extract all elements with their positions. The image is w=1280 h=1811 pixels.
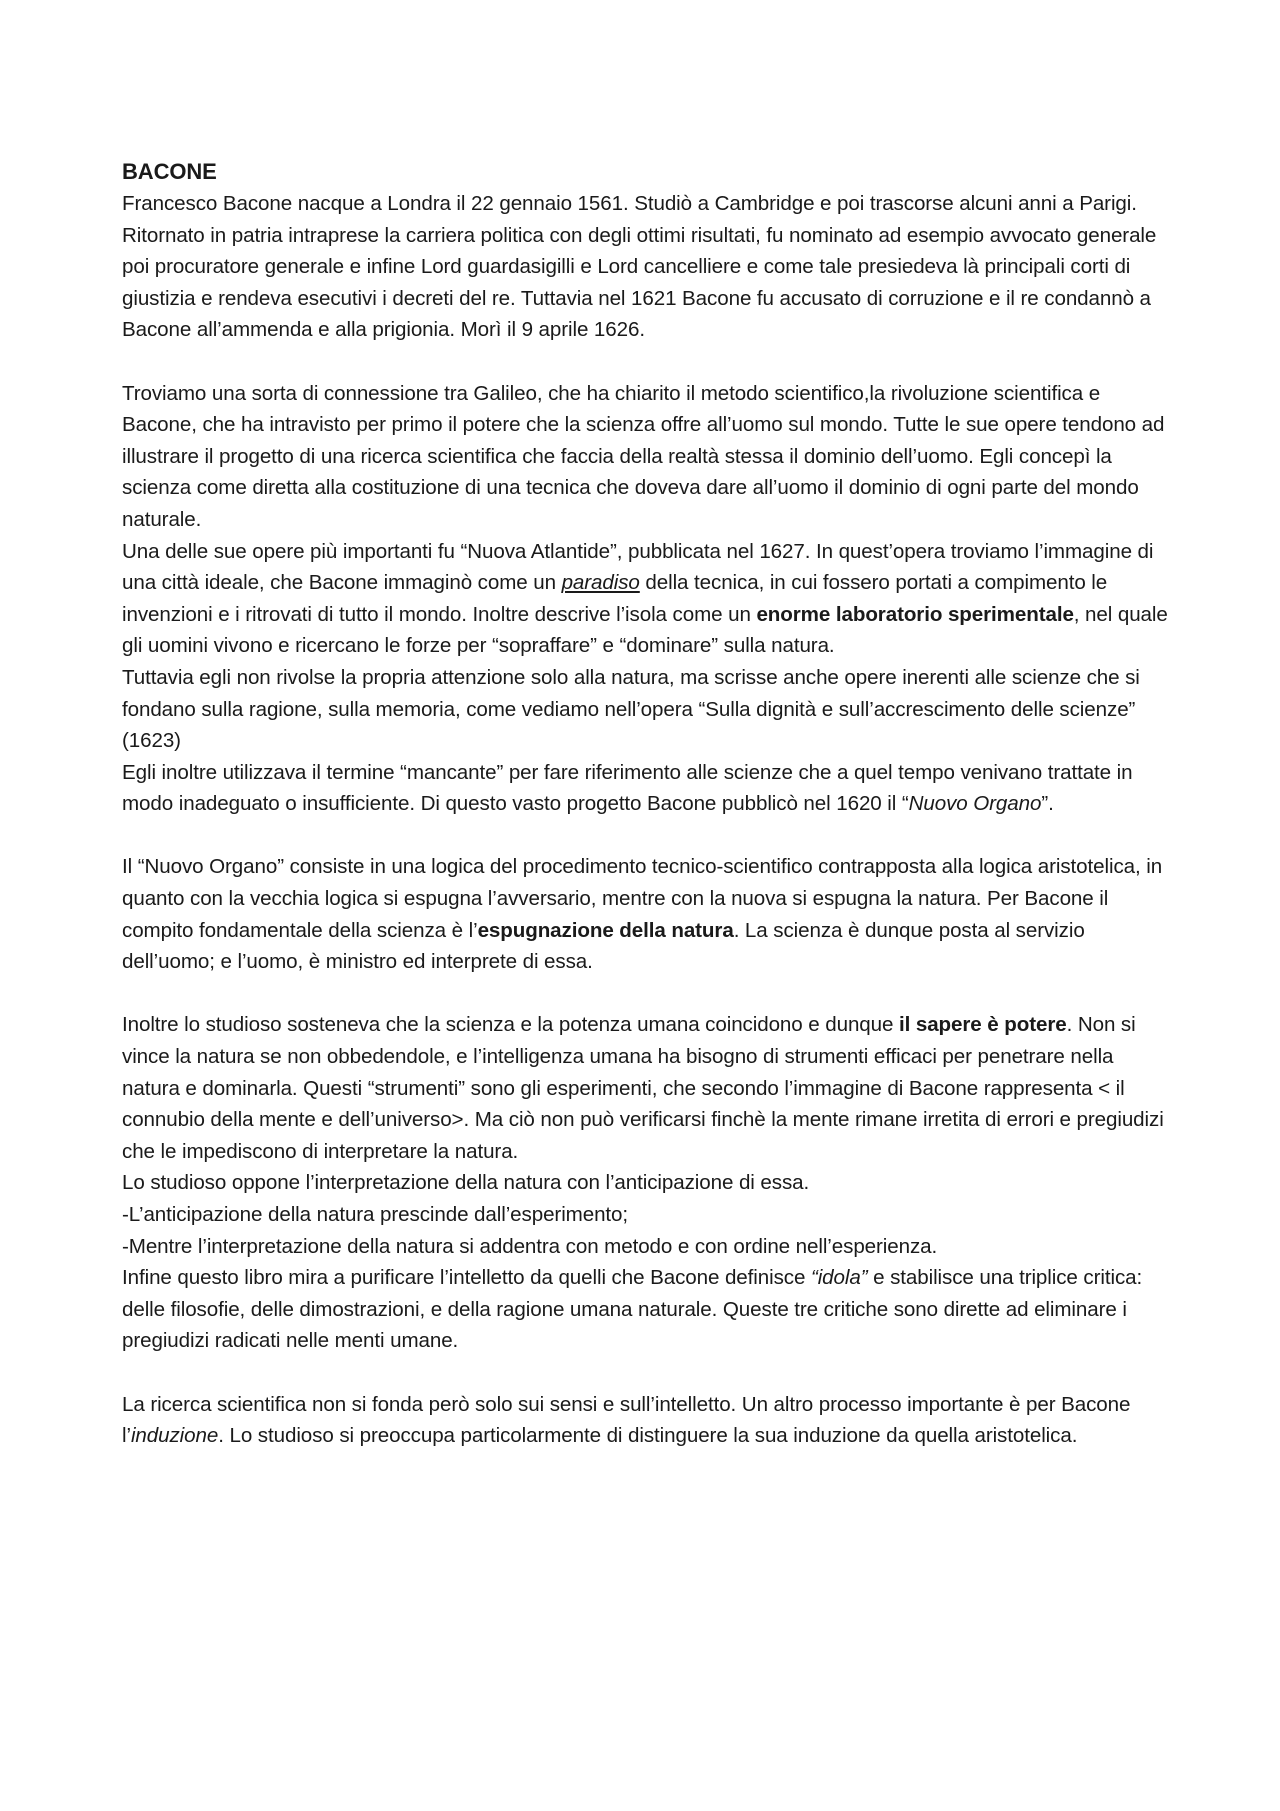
document-title: BACONE: [122, 159, 217, 184]
paragraph-sapere-potere: [122, 1009, 1172, 1167]
emphasis-paradiso: paradiso: [561, 571, 640, 595]
text-span: Inoltre lo studioso sosteneva che la scienza e la potenza umana coincidono e dunque: [122, 1013, 899, 1037]
emphasis-nuovo-organo: Nuovo Organo: [908, 792, 1042, 816]
paragraph-interpretazione: Lo studioso oppone l’interpretazione della natura con l’anticipazione di essa.: [122, 1171, 810, 1195]
paragraph-gap: [122, 820, 1172, 852]
paragraph-induzione: [122, 1389, 1172, 1452]
paragraph-mancante: [122, 757, 1172, 820]
emphasis-espugnazione: espugnazione della natura: [477, 918, 734, 942]
paragraph-gap: [122, 1357, 1172, 1389]
paragraph-idola: [122, 1262, 1172, 1357]
text-span: e stabilisce una triplice critica: delle filosofie, delle dimostrazioni, e della ragione umana naturale. Queste tre critiche sono dirette ad eliminare i pregiudizi radicati nelle menti umane.: [122, 1266, 1143, 1353]
text-span: . Lo studioso si preoccupa particolarmente di distinguere la sua induzione da quella aristotelica.: [218, 1424, 1078, 1448]
paragraph-biography: Francesco Bacone nacque a Londra il 22 gennaio 1561. Studiò a Cambridge e poi trascorse alcuni anni a Parigi. Ritornato in patria intraprese la carriera politica con degli ottimi risultati, fu nominato ad esempio avvocato generale poi procuratore generale e infine Lord guardasigilli e Lord cancelliere e come tale presiedeva là principali corti di giustizia e rendeva esecutivi i decreti del re. Tuttavia nel 1621 Bacone fu accusato di corruzione e il re condannò a Bacone all’ammenda e alla prigionia. Morì il 9 aprile 1626.: [122, 192, 1157, 342]
paragraph-other-works: Tuttavia egli non rivolse la propria attenzione solo alla natura, ma scrisse anche opere inerenti alle scienze che si fondano sulla ragione, sulla memoria, come vediamo nell’opera “Sulla dignità e sull’accrescimento delle scienze” (1623): [122, 665, 1140, 753]
emphasis-sapere-potere: il sapere è potere: [898, 1013, 1067, 1037]
paragraph-anticipazione: -L’anticipazione della natura prescinde dall’esperimento;: [122, 1203, 629, 1226]
text-span: Il “Nuovo Organo” consiste in una logica del procedimento tecnico-scientifico contrapposta alla logica aristotelica, in quanto con la vecchia logica si espugna l’avversario, mentre con la nuova si espugna la natura. Per Bacone il compito fondamentale della scienza è l’: [122, 855, 1163, 942]
text-span: della tecnica, in cui fossero portati a compimento le invenzioni e i ritrovati di tutto il mondo. Inoltre descrive l’isola come un: [122, 571, 1108, 626]
paragraph-galileo-connection: Troviamo una sorta di connessione tra Galileo, che ha chiarito il metodo scientifico,la rivoluzione scientifica e Bacone, che ha intravisto per primo il potere che la scienza offre all’uomo sul mondo. Tutte le sue opere tendono ad illustrare il progetto di una ricerca scientifica che faccia della realtà stessa il dominio dell’uomo. Egli concepì la scienza come diretta alla costituzione di una tecnica che doveva dare all’uomo il dominio di ogni parte del mondo naturale.: [122, 381, 1165, 531]
emphasis-induzione: induzione: [130, 1424, 219, 1448]
text-span: . La scienza è dunque posta al servizio dell’uomo; e l’uomo, è ministro ed interprete di essa.: [122, 918, 1085, 974]
paragraph-gap: [122, 346, 1172, 378]
document-page: [122, 156, 1172, 1452]
paragraph-gap: [122, 978, 1172, 1010]
emphasis-laboratorio: enorme laboratorio sperimentale: [756, 602, 1074, 626]
text-span: , nel quale gli uomini vivono e ricercano le forze per “sopraffare” e “dominare” sulla natura.: [122, 602, 1168, 658]
text-span: . Non si vince la natura se non obbedendole, e l’intelligenza umana ha bisogno di strumenti efficaci per penetrare nella natura e dominarla. Questi “strumenti” sono gli esperimenti, che secondo l’immagine di Bacone rappresenta < il connubio della mente e dell’universo>. Ma ciò non può verificarsi finchè la mente rimane irretita di errori e pregiudizi che le impediscono di interpretare la natura.: [122, 1013, 1164, 1163]
paragraph-interpretazione-metodo: -Mentre l’interpretazione della natura si addentra con metodo e con ordine nell’esperienza.: [122, 1234, 938, 1258]
text-span: Egli inoltre utilizzava il termine “mancante” per fare riferimento alle scienze che a quel tempo venivano trattate in modo inadeguato o insufficiente. Di questo vasto progetto Bacone pubblicò nel 1620 il “: [122, 760, 1133, 816]
paragraph-nuovo-organo: [122, 851, 1172, 977]
text-span: ”.: [1041, 792, 1054, 816]
paragraph-nuova-atlantide: [122, 536, 1172, 662]
text-span: Infine questo libro mira a purificare l’intelletto da quelli che Bacone definisce: [122, 1266, 811, 1290]
text-span: La ricerca scientifica non si fonda però solo sui sensi e sull’intelletto. Un altro processo importante è per Bacone l’: [122, 1392, 1131, 1448]
text-span: Una delle sue opere più importanti fu “Nuova Atlantide”, pubblicata nel 1627. In quest’opera troviamo l’immagine di una città ideale, che Bacone immaginò come un: [122, 539, 1154, 595]
emphasis-idola: “idola”: [810, 1266, 868, 1290]
